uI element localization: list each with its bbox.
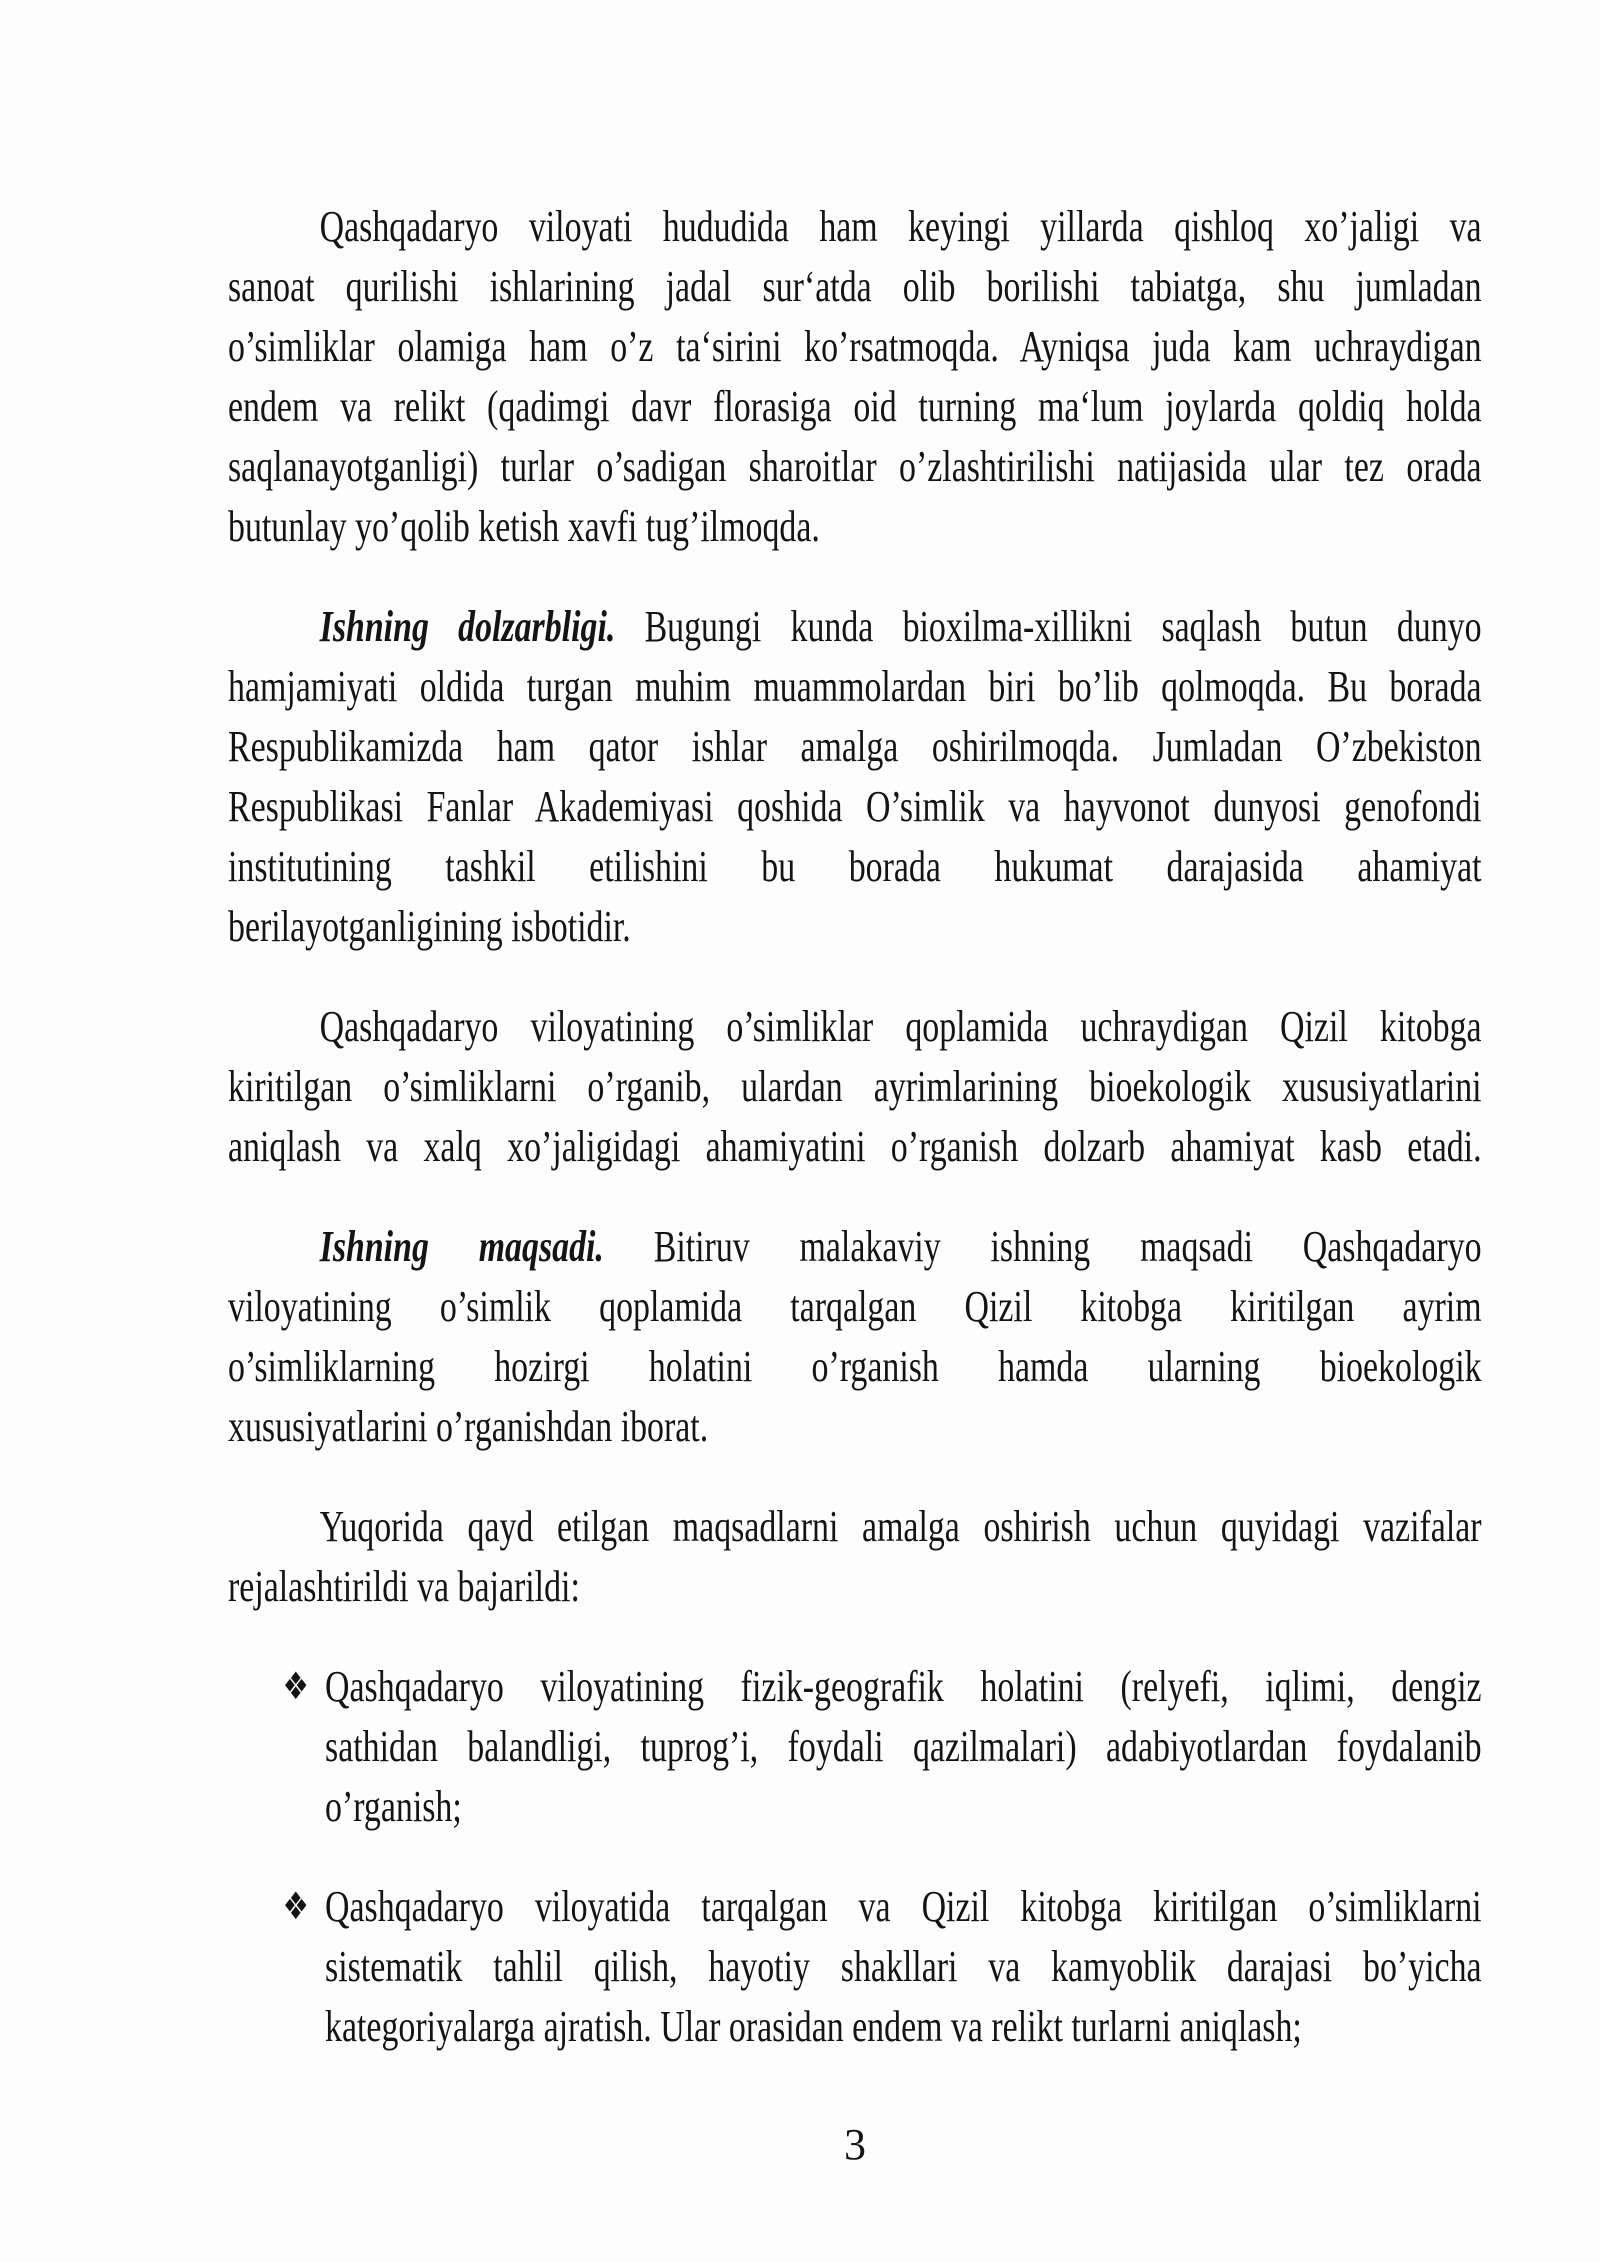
- text-line: institutining tashkil etilishini bu borada hukumat darajasida ahamiyat: [228, 842, 1482, 891]
- text-line: [228, 597, 1482, 657]
- paragraph: [228, 997, 1600, 1177]
- list-item: [228, 1877, 1600, 2057]
- text-line: butunlay yo’qolib ketish xavfi tug’ilmoqda.: [228, 502, 820, 551]
- page-number: 3: [844, 2120, 866, 2169]
- text-line: [228, 1217, 1482, 1277]
- text-line: Respublikamizda ham qator ishlar amalga oshirilmoqda. Jumladan O’zbekiston: [228, 722, 1482, 771]
- text-run: Bitiruv malakaviy ishning maqsadi Qashqadaryo: [603, 1222, 1482, 1271]
- bullet-diamond-icon: ❖: [282, 1886, 309, 1928]
- text-line: [228, 1657, 1482, 1717]
- text-line: aniqlash va xalq xo’jaligidagi ahamiyatini o’rganish dolzarb ahamiyat kasb etadi.: [228, 1122, 1482, 1171]
- paragraph: [228, 197, 1600, 557]
- text-line: kategoriyalarga ajratish. Ular orasidan endem va relikt turlarni aniqlash;: [325, 2002, 1302, 2051]
- text-line: rejalashtirildi va bajarildi:: [228, 1562, 580, 1611]
- paragraph: [228, 1217, 1600, 1457]
- text-run: Qashqadaryo viloyatida tarqalgan va Qizil kitobga kiritilgan o’simliklarni: [325, 1882, 1482, 1931]
- text-line: berilayotganligining isbotidir.: [228, 902, 631, 951]
- task-list: [228, 1657, 1600, 2057]
- text-line: Qashqadaryo viloyatining o’simliklar qoplamida uchraydigan Qizil kitobga: [319, 1002, 1482, 1051]
- text-line: xususiyatlarini o’rganishdan iborat.: [228, 1402, 709, 1451]
- list-item: [228, 1657, 1600, 1837]
- text-line: sathidan balandligi, tuprog’i, foydali qazilmalari) adabiyotlardan foydalanib: [325, 1722, 1482, 1771]
- text-line: endem va relikt (qadimgi davr florasiga oid turning ma‘lum joylarda qoldiq holda: [228, 382, 1482, 431]
- bullet-diamond-icon: ❖: [282, 1666, 309, 1708]
- text-line: o’rganish;: [325, 1782, 462, 1831]
- text-line: [228, 1877, 1482, 1937]
- text-run: Bugungi kunda bioxilma-xillikni saqlash butun dunyo: [615, 602, 1482, 651]
- text-line: Yuqorida qayd etilgan maqsadlarni amalga oshirish uchun quyidagi vazifalar: [319, 1502, 1482, 1551]
- text-line: hamjamiyati oldida turgan muhim muammolardan biri bo’lib qolmoqda. Bu borada: [228, 662, 1482, 711]
- text-line: Qashqadaryo viloyati hududida ham keyingi yillarda qishloq xo’jaligi va: [319, 202, 1482, 251]
- text-line: sanoat qurilishi ishlarining jadal sur‘atda olib borilishi tabiatga, shu jumladan: [228, 262, 1482, 311]
- text-line: saqlanayotganligi) turlar o’sadigan sharoitlar o’zlashtirilishi natijasida ular tez orada: [228, 442, 1482, 491]
- paragraph-lead: Ishning dolzarbligi.: [319, 602, 616, 651]
- text-line: viloyatining o’simlik qoplamida tarqalgan Qizil kitobga kiritilgan ayrim: [228, 1282, 1482, 1331]
- paragraph: [228, 1497, 1600, 1617]
- paragraph-lead: Ishning maqsadi.: [319, 1222, 604, 1271]
- text-line: sistematik tahlil qilish, hayotiy shakllari va kamyoblik darajasi bo’yicha: [325, 1942, 1482, 1991]
- text-line: Respublikasi Fanlar Akademiyasi qoshida O’simlik va hayvonot dunyosi genofondi: [228, 782, 1482, 831]
- text-line: kiritilgan o’simliklarni o’rganib, ulardan ayrimlarining bioekologik xususiyatlarini: [228, 1062, 1482, 1111]
- text-line: o’simliklar olamiga ham o’z ta‘sirini ko’rsatmoqda. Ayniqsa juda kam uchraydigan: [228, 322, 1482, 371]
- text-run: Qashqadaryo viloyatining fizik-geografik holatini (relyefi, iqlimi, dengiz: [325, 1662, 1482, 1711]
- text-line: o’simliklarning hozirgi holatini o’rganish hamda ularning bioekologik: [228, 1342, 1482, 1391]
- paragraph: [228, 597, 1600, 957]
